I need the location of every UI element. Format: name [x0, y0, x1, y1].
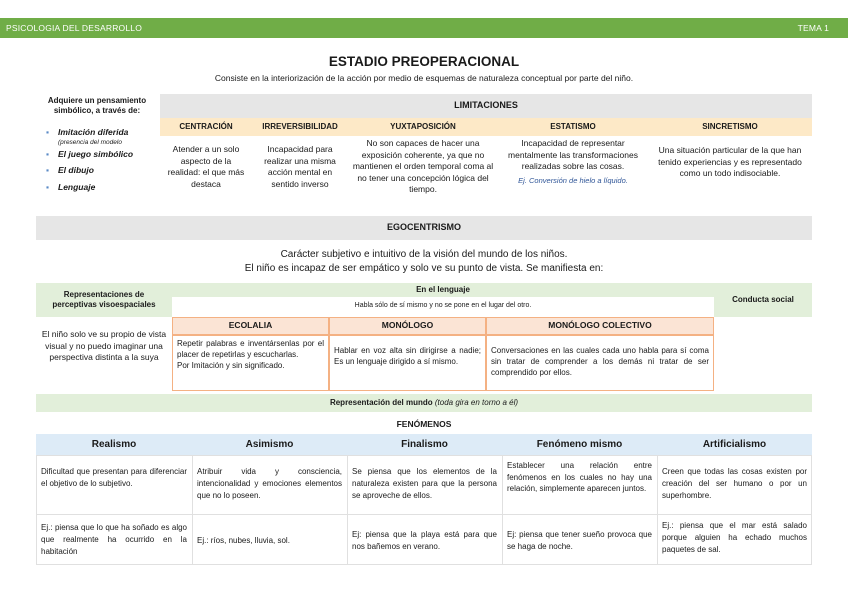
lang-title-monologo-colectivo: MONÓLOGO COLECTIVO [486, 317, 714, 335]
bullet-icon: ▪ [46, 165, 50, 175]
symbolic-note: (presencia del modelo [58, 138, 122, 146]
language-text: Habla sólo de sí mismo y no se pone en el lugar del otro. [354, 302, 532, 309]
phen-title-fenomeno-mismo: Fenómeno mismo [502, 434, 657, 455]
limit-title-centracion: CENTRACIÓN [160, 118, 252, 136]
bullet-icon: ▪ [46, 127, 50, 137]
phen-example-finalismo: Ej: piensa que la playa está para que nos bañemos en verano. [352, 530, 497, 551]
phen-example-asimismo: Ej.: ríos, nubes, lluvia, sol. [197, 536, 290, 545]
visuospatial-title: Representaciones de perceptivas visoespaciales [36, 283, 172, 317]
symbolic-intro: Adquiere un pensamiento simbólico, a través de: [47, 96, 147, 115]
phen-text-finalismo: Se piensa que los elementos de la naturaleza existen para que la persona se aproveche de ellos. [352, 467, 497, 500]
phen-title-artificialismo: Artificialismo [657, 434, 812, 455]
lang-title-ecolalia: ECOLALIA [172, 317, 329, 335]
symbolic-list [44, 127, 156, 193]
bullet-icon: ▪ [46, 148, 50, 159]
visuospatial-text: El niño solo ve su propio de vista visual y no puedo imaginar una perspectiva distinta a la suya [41, 329, 167, 362]
limit-text-sincretismo: Una situación particular de la que han tenido experiencias y es representado como un todo indisociable. [658, 145, 802, 178]
limit-text-estatismo [504, 138, 642, 186]
limit-title-estatismo: ESTATISMO [498, 118, 648, 136]
lang-text-monologo: Hablar en voz alta sin dirigirse a nadie; Es un lenguaje dirigido a sí mismo. [329, 335, 486, 391]
estatismo-text: Incapacidad de representar mentalmente las transformaciones realizadas sobre las cosas. [508, 138, 638, 171]
list-item: ▪ Imitación diferida [46, 127, 129, 137]
phen-example-artificialismo: Ej.: piensa que el mar está salado porque alguien ha echado muchos paquetes de sal. [662, 521, 807, 554]
page-subtitle: Consiste en la interiorización de la acción por medio de esquemas de naturaleza conceptual por parte del niño. [214, 73, 634, 83]
lang-title-monologo: MONÓLOGO [329, 317, 486, 335]
list-item: ▪ El dibujo [46, 165, 94, 175]
list-item: ▪ El juego simbólico [46, 148, 134, 159]
phen-example-fenomeno-mismo: Ej: piensa que tener sueño provoca que se haga de noche. [507, 530, 652, 551]
limit-text-centracion: Atender a un solo aspecto de la realidad: el que más destaca [167, 144, 245, 189]
language-title: En el lenguaje [172, 283, 714, 297]
list-item: ▪ Lenguaje [46, 181, 96, 192]
phen-example-realismo: Ej.: piensa que lo que ha soñado es algo que realmente ha ocurrido en la habitación [41, 523, 187, 556]
estatismo-example: Ej. Conversión de hielo a líquido. [518, 175, 628, 185]
limit-title-irreversibilidad: IRREVERSIBILIDAD [252, 118, 348, 136]
lang-text-monologo-colectivo: Conversaciones en las cuales cada uno habla para sí coma sin tratar de comprender a los demás ni tratar de ser comprendido por ellos. [486, 335, 714, 391]
limit-title-yuxtaposicion: YUXTAPOSICIÓN [348, 118, 498, 136]
world-title: Representación del mundo [329, 398, 433, 408]
world-note: (toda gira en torno a él) [434, 398, 519, 408]
limitations-heading: LIMITACIONES [160, 94, 812, 118]
egocentrism-line2: El niño es incapaz de ser empático y solo ve su punto de vista. Se manifiesta en: [244, 263, 604, 274]
phen-text-asimismo: Atribuir vida y consciencia, intencionalidad y emociones elementos que no lo poseen. [197, 467, 342, 500]
world-representation [36, 394, 812, 412]
phen-title-finalismo: Finalismo [347, 434, 502, 455]
subject-label: PSICOLOGIA DEL DESARROLLO [6, 23, 143, 33]
bullet-icon: ▪ [46, 181, 50, 192]
social-behavior: Conducta social [714, 283, 812, 317]
phen-text-artificialismo: Creen que todas las cosas existen por creación del ser humano o por un superhombre. [662, 467, 807, 500]
limit-text-irreversibilidad: Incapacidad para realizar una misma acción mental en sentido inverso [264, 144, 336, 189]
egocentrism-line1: Carácter subjetivo e intuitivo de la visión del mundo de los niños. [280, 249, 568, 260]
egocentrism-heading: EGOCENTRISMO [36, 216, 812, 240]
phen-title-realismo: Realismo [36, 434, 192, 455]
page-title: ESTADIO PREOPERACIONAL [328, 54, 520, 69]
phen-text-fenomeno-mismo: Establecer una relación entre fenómenos en los cuales no hay una relación, simplemente aparecen juntos. [507, 461, 652, 493]
header-bar [0, 18, 848, 38]
phen-text-realismo: Dificultad que presentan para diferenciar el objetivo de lo subjetivo. [41, 467, 187, 488]
limit-title-sincretismo: SINCRETISMO [648, 118, 812, 136]
lang-text-ecolalia: Repetir palabras e inventársenlas por el placer de repetirlas y escucharlas. Por Imitación y sin significado. [172, 335, 329, 391]
limit-text-yuxtaposicion: No son capaces de hacer una exposición coherente, ya que no mantienen el orden temporal coma al no tener una concepción lógica del tiempo. [352, 138, 494, 194]
phenomena-heading: FENÓMENOS [396, 419, 452, 429]
phen-title-asimismo: Asimismo [192, 434, 347, 455]
topic-label: TEMA 1 [797, 23, 829, 33]
